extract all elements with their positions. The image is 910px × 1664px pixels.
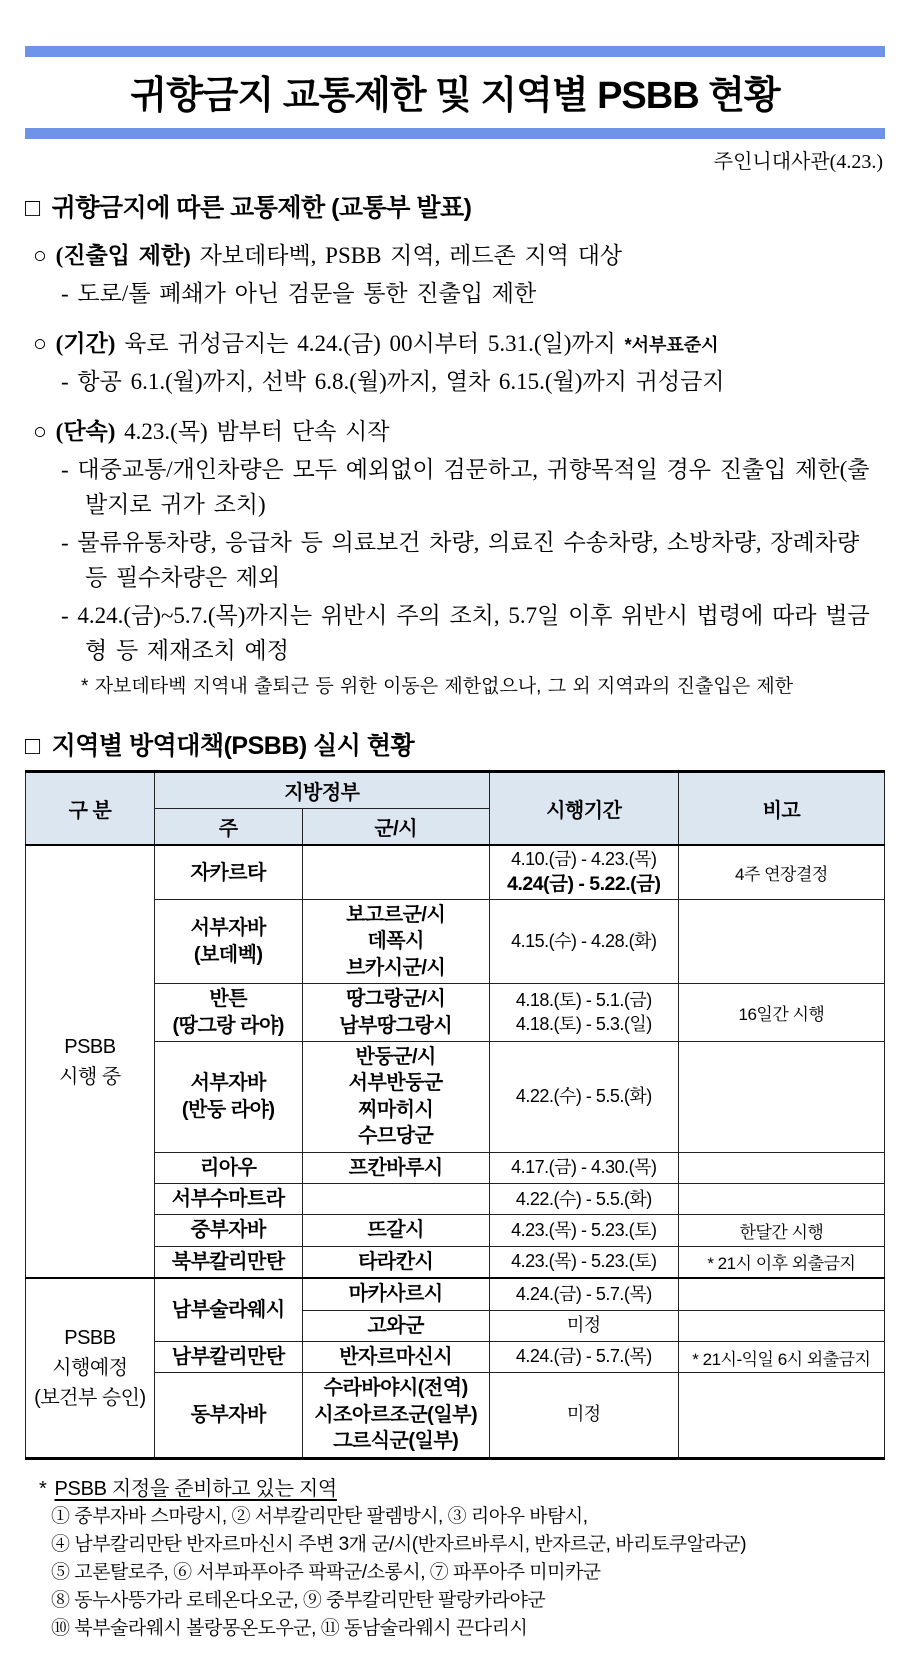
cell-line: (반둥 라야) — [181, 1098, 275, 1121]
table-row — [26, 900, 885, 984]
header-period: 시행기간 — [489, 772, 678, 846]
cell-line: 미정 — [566, 1404, 601, 1425]
cell-line: 시행 중 — [59, 1065, 121, 1088]
period-cell — [489, 900, 678, 984]
note-line: ⑧ 동누사뜽가라 로테온다오군, ⑨ 중부칼리만탄 팔랑카라야군 — [51, 1589, 546, 1611]
dash-item — [61, 365, 885, 400]
asterisk-marker: * — [39, 1477, 47, 1500]
circle-marker: ○ — [33, 418, 47, 444]
cell-line: 브카시군/시 — [346, 956, 446, 979]
cell-line: 반둥군/시 — [355, 1046, 436, 1069]
note-cell: * 21시-익일 6시 외출금지 — [678, 1341, 884, 1372]
cell-line: 찌마히시 — [358, 1098, 434, 1121]
period-cell — [489, 1278, 678, 1310]
notes-title — [39, 1472, 885, 1501]
province-cell — [154, 1042, 302, 1153]
cell-line: 4.10.(금) - 4.23.(목) — [511, 849, 657, 870]
dash-marker: - — [61, 529, 69, 555]
note-cell — [678, 1310, 884, 1341]
cell-line: 동부자바 — [190, 1403, 266, 1426]
cell-line: 4.23.(목) - 5.23.(토) — [511, 1251, 657, 1272]
table-row — [26, 1373, 885, 1458]
province-cell — [154, 900, 302, 984]
period-cell — [489, 1184, 678, 1215]
note-line: ⑤ 고론탈로주, ⑥ 서부파푸아주 팍팍군/소롱시, ⑦ 파푸아주 미미카군 — [51, 1561, 601, 1583]
dash-marker: - — [61, 368, 69, 394]
district-cell — [302, 984, 489, 1042]
source-caption: 주인니대사관(4.23.) — [713, 151, 883, 173]
cell-line: 타라칸시 — [358, 1250, 434, 1273]
section-psbb-heading-text: 지역별 방역대책(PSBB) 실시 현황 — [51, 732, 415, 761]
item-text: 4.24.(금)~5.7.(목)까지는 위반시 주의 조치, 5.7일 이후 위반시 법령에 따라 벌금형 등 제재조치 예정 — [77, 602, 870, 663]
period-cell — [489, 1042, 678, 1153]
item-text: 4.23.(목) 밤부터 단속 시작 — [124, 418, 390, 444]
header-category: 구 분 — [26, 772, 155, 846]
table-row — [26, 1341, 885, 1372]
district-cell — [302, 1152, 489, 1183]
cell-line: 4.24.(금) - 5.7.(목) — [515, 1283, 652, 1304]
cell-line: 프칸바루시 — [348, 1156, 443, 1179]
title-bar-bottom — [25, 128, 885, 139]
section-transport-heading-text: 귀향금지에 따른 교통제한 (교통부 발표) — [51, 194, 472, 222]
cell-line: 서부자바 — [190, 917, 266, 940]
item-text: 육로 귀성금지는 4.24.(금) 00시부터 5.31.(일)까지 — [124, 330, 616, 356]
dash-item — [61, 453, 885, 523]
province-cell — [154, 1215, 302, 1246]
cell-line: 4.22.(수) - 5.5.(화) — [515, 1086, 652, 1107]
province-cell — [154, 984, 302, 1042]
cell-line: 4.18.(토) - 5.1.(금) — [515, 990, 652, 1011]
table-row — [26, 1278, 885, 1310]
dash-marker: - — [61, 456, 69, 482]
cell-line: 남부칼리만탄 — [171, 1345, 285, 1368]
table-header — [26, 772, 885, 846]
note-cell — [678, 1042, 884, 1153]
item-text: 자보데타벡 지역내 출퇴근 등 위한 이동은 제한없으나, 그 외 지역과의 진출입은 제한 — [94, 676, 794, 698]
bold-label: (진출입 제한) — [55, 243, 191, 268]
title-bar-top — [25, 46, 885, 57]
cell-line: 4.24(금) - 5.22.(금) — [507, 872, 661, 895]
note-cell: 한달간 시행 — [678, 1215, 884, 1246]
district-cell — [302, 1042, 489, 1153]
header-note: 비고 — [678, 772, 884, 846]
table-row — [26, 1246, 885, 1278]
square-bullet-icon: □ — [25, 732, 40, 761]
note-cell — [678, 1184, 884, 1215]
note-cell: 4주 연장결정 — [678, 845, 884, 899]
item-text: 대중교통/개인차량은 모두 예외없이 검문하고, 귀향목적일 경우 진출입 제한(출발지로 귀가 조치) — [77, 456, 870, 517]
province-cell — [154, 1152, 302, 1183]
cell-line: PSBB — [64, 1326, 116, 1349]
cell-line: 4.18.(토) - 5.3.(일) — [515, 1013, 652, 1034]
header-local-gov: 지방정부 — [154, 772, 489, 809]
bold-label: (단속) — [55, 418, 116, 444]
cell-line: 수므당군 — [358, 1125, 434, 1148]
dash-marker: - — [61, 280, 69, 306]
section-transport-heading — [25, 188, 885, 224]
cell-line: 반자르마신시 — [339, 1345, 453, 1368]
district-cell — [302, 845, 489, 899]
dash-item — [61, 277, 885, 312]
cell-line: (땅그랑 라야) — [172, 1014, 284, 1037]
preparing-regions-notes — [25, 1472, 885, 1641]
cell-line: 중부자바 — [190, 1219, 266, 1242]
period-cell — [489, 1341, 678, 1372]
cell-line: 4.23.(목) - 5.23.(토) — [511, 1219, 657, 1240]
table-row — [26, 845, 885, 899]
note-cell — [678, 1152, 884, 1183]
period-cell — [489, 984, 678, 1042]
dash-item — [61, 526, 885, 596]
note-line: ⑩ 북부술라웨시 볼랑몽온도우군, ⑪ 동남술라웨시 끈다리시 — [51, 1617, 528, 1639]
note-line: ① 중부자바 스마랑시, ② 서부칼리만탄 팔렘방시, ③ 리아우 바탐시, — [51, 1505, 588, 1527]
psbb-status-table — [25, 770, 885, 1459]
psbb-table-body — [26, 845, 885, 1458]
notes-lines — [25, 1504, 885, 1641]
table-row — [26, 1215, 885, 1246]
cell-line: 그르식군(일부) — [333, 1430, 459, 1453]
period-cell — [489, 1152, 678, 1183]
item-text: 도로/톨 폐쇄가 아닌 검문을 통한 진출입 제한 — [77, 280, 537, 306]
cell-line: 데폭시 — [367, 930, 424, 953]
district-cell — [302, 1215, 489, 1246]
cell-line: 반튼 — [209, 988, 248, 1011]
circle-item — [33, 327, 885, 362]
cell-line: 서부자바 — [190, 1072, 266, 1095]
table-row — [26, 1152, 885, 1183]
district-cell — [302, 1373, 489, 1458]
cell-line: 시행예정 — [52, 1356, 128, 1379]
circle-marker: ○ — [33, 243, 47, 268]
period-cell — [489, 1215, 678, 1246]
timezone-note: *서부표준시 — [624, 334, 719, 355]
period-cell — [489, 1246, 678, 1278]
note-cell — [678, 900, 884, 984]
period-cell — [489, 1310, 678, 1341]
note-cell: 16일간 시행 — [678, 984, 884, 1042]
cell-line: 뜨갈시 — [367, 1219, 424, 1242]
circle-item — [33, 239, 885, 274]
province-cell — [154, 1278, 302, 1341]
cell-line: 고와군 — [367, 1314, 424, 1337]
cell-line: 마카사르시 — [348, 1283, 443, 1306]
district-cell — [302, 1341, 489, 1372]
cell-line: 서부반둥군 — [348, 1072, 443, 1095]
province-cell — [154, 1373, 302, 1458]
district-cell — [302, 1310, 489, 1341]
period-cell — [489, 1373, 678, 1458]
province-cell — [154, 845, 302, 899]
table-row — [26, 1184, 885, 1215]
cell-line: 시조아르조군(일부) — [314, 1403, 478, 1426]
district-cell — [302, 1278, 489, 1310]
square-bullet-icon: □ — [25, 194, 40, 222]
star-item — [81, 673, 885, 702]
cell-line: 자카르타 — [190, 861, 266, 884]
cell-line: 수라바야시(전역) — [323, 1377, 468, 1400]
cell-line: 땅그랑군/시 — [346, 988, 446, 1011]
item-text: 물류유통차량, 응급차 등 의료보건 차량, 의료진 수송차량, 소방차량, 장례차량 등 필수차량은 제외 — [77, 529, 860, 590]
cell-line: 보고르군/시 — [346, 904, 446, 927]
cell-line: 서부수마트라 — [171, 1188, 285, 1210]
category-cell — [26, 1278, 155, 1458]
province-cell — [154, 1246, 302, 1278]
bold-label: (기간) — [55, 330, 116, 356]
period-cell — [489, 845, 678, 899]
cell-line: 4.17.(금) - 4.30.(목) — [511, 1157, 657, 1178]
cell-line: 4.22.(수) - 5.5.(화) — [515, 1188, 652, 1209]
table-row — [26, 1042, 885, 1153]
table-header-row — [26, 772, 885, 809]
table-row — [26, 984, 885, 1042]
cell-line: (보데벡) — [193, 943, 263, 966]
note-line: ④ 남부칼리만탄 반자르마신시 주변 3개 군/시(반자르바루시, 반자르군, 바리토쿠알라군) — [51, 1533, 747, 1555]
district-cell — [302, 1184, 489, 1215]
cell-line: 미정 — [566, 1315, 601, 1336]
item-text: 항공 6.1.(월)까지, 선박 6.8.(월)까지, 열차 6.15.(월)까지 귀성금지 — [77, 368, 725, 394]
district-cell — [302, 900, 489, 984]
circle-item — [33, 415, 885, 450]
header-province: 주 — [154, 809, 302, 846]
notes-title-text: PSBB 지정을 준비하고 있는 지역 — [54, 1477, 337, 1500]
cell-line: PSBB — [64, 1035, 116, 1058]
note-cell — [678, 1373, 884, 1458]
note-cell: * 21시 이후 외출금지 — [678, 1246, 884, 1278]
cell-line: 4.15.(수) - 4.28.(화) — [511, 930, 657, 951]
cell-line: 4.24.(금) - 5.7.(목) — [515, 1346, 652, 1367]
province-cell — [154, 1341, 302, 1372]
cell-line: 북부칼리만탄 — [171, 1250, 285, 1273]
cell-line: 남부땅그랑시 — [339, 1014, 453, 1037]
category-cell — [26, 845, 155, 1278]
cell-line: (보건부 승인) — [34, 1386, 146, 1409]
document-title: 귀향금지 교통제한 및 지역별 PSBB 현황 — [130, 75, 780, 117]
star-marker: * — [81, 676, 89, 698]
section-psbb-heading — [25, 726, 885, 762]
dash-marker: - — [61, 602, 69, 628]
cell-line: 리아우 — [199, 1156, 257, 1179]
district-cell — [302, 1246, 489, 1278]
circle-marker: ○ — [33, 330, 47, 356]
restriction-list — [25, 239, 885, 702]
item-text: 자보데타벡, PSBB 지역, 레드존 지역 대상 — [199, 243, 623, 268]
header-district: 군/시 — [302, 809, 489, 846]
province-cell — [154, 1184, 302, 1215]
dash-item — [61, 599, 885, 669]
note-cell — [678, 1278, 884, 1310]
cell-line: 남부술라웨시 — [171, 1298, 285, 1321]
